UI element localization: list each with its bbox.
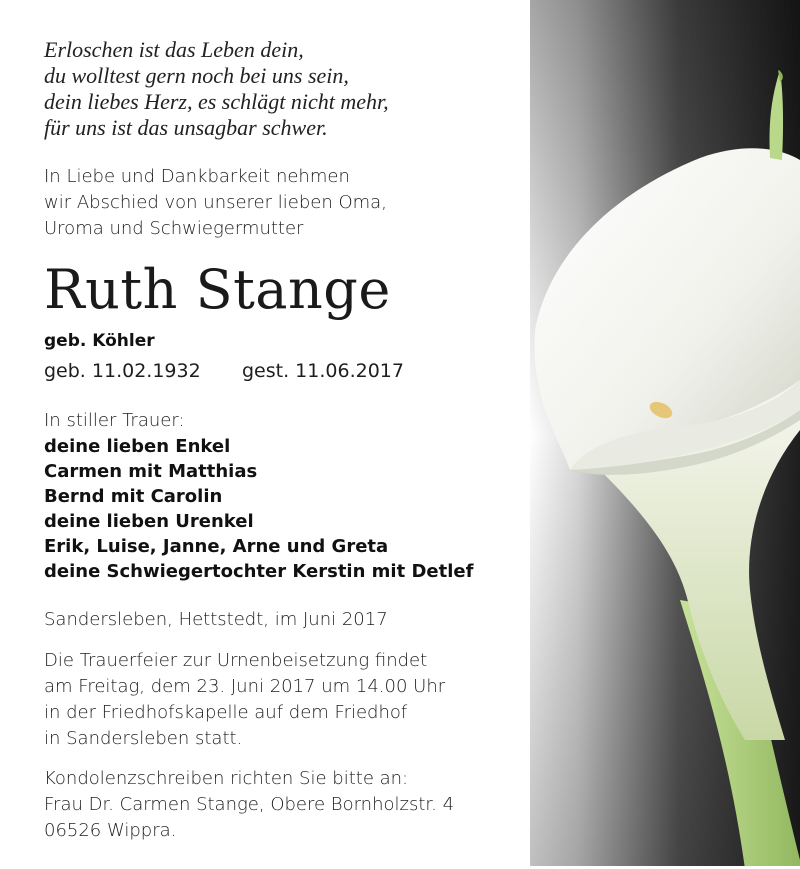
mourner-line: deine lieben Urenkel [44,511,254,532]
intro-line: wir Abschied von unserer lieben Oma, [44,192,387,213]
poem-line: dein liebes Herz, es schlägt nicht mehr, [44,89,389,114]
birth-date: geb. 11.02.1932 [44,360,201,382]
mourner-line: Erik, Luise, Janne, Arne und Greta [44,536,389,557]
mourner-line: Bernd mit Carolin [44,486,223,507]
mourner-line: Carmen mit Matthias [44,461,258,482]
ceremony-line: in Sandersleben statt. [44,728,243,749]
mourner-line: deine lieben Enkel [44,436,231,457]
poem-line: Erloschen ist das Leben dein, [44,37,304,62]
deceased-name: Ruth Stange [44,258,391,321]
calla-lily-photo [530,0,800,869]
poem-line: für uns ist das unsagbar schwer. [44,115,328,140]
condolence-line: 06526 Wippra. [44,820,177,841]
intro-line: Uroma und Schwiegermutter [44,218,304,239]
ceremony-line: Die Trauerfeier zur Urnenbeisetzung findet [44,650,428,671]
place-date: Sandersleben, Hettstedt, im Juni 2017 [44,609,388,630]
poem-line: du wolltest gern noch bei uns sein, [44,63,349,88]
ceremony-line: in der Friedhofskapelle auf dem Friedhof [44,702,408,723]
maiden-name: geb. Köhler [44,331,155,351]
mourners-heading: In stiller Trauer: [44,410,185,431]
ceremony-line: am Freitag, dem 23. Juni 2017 um 14.00 Uhr [44,676,446,697]
condolence-line: Frau Dr. Carmen Stange, Obere Bornholzstr. 4 [44,794,455,815]
mourner-line: deine Schwiegertochter Kerstin mit Detlef [44,561,474,582]
death-date: gest. 11.06.2017 [242,360,404,382]
intro-line: In Liebe und Dankbarkeit nehmen [44,166,350,187]
calla-lily-icon [530,0,800,869]
condolence-line: Kondolenzschreiben richten Sie bitte an: [44,768,409,789]
